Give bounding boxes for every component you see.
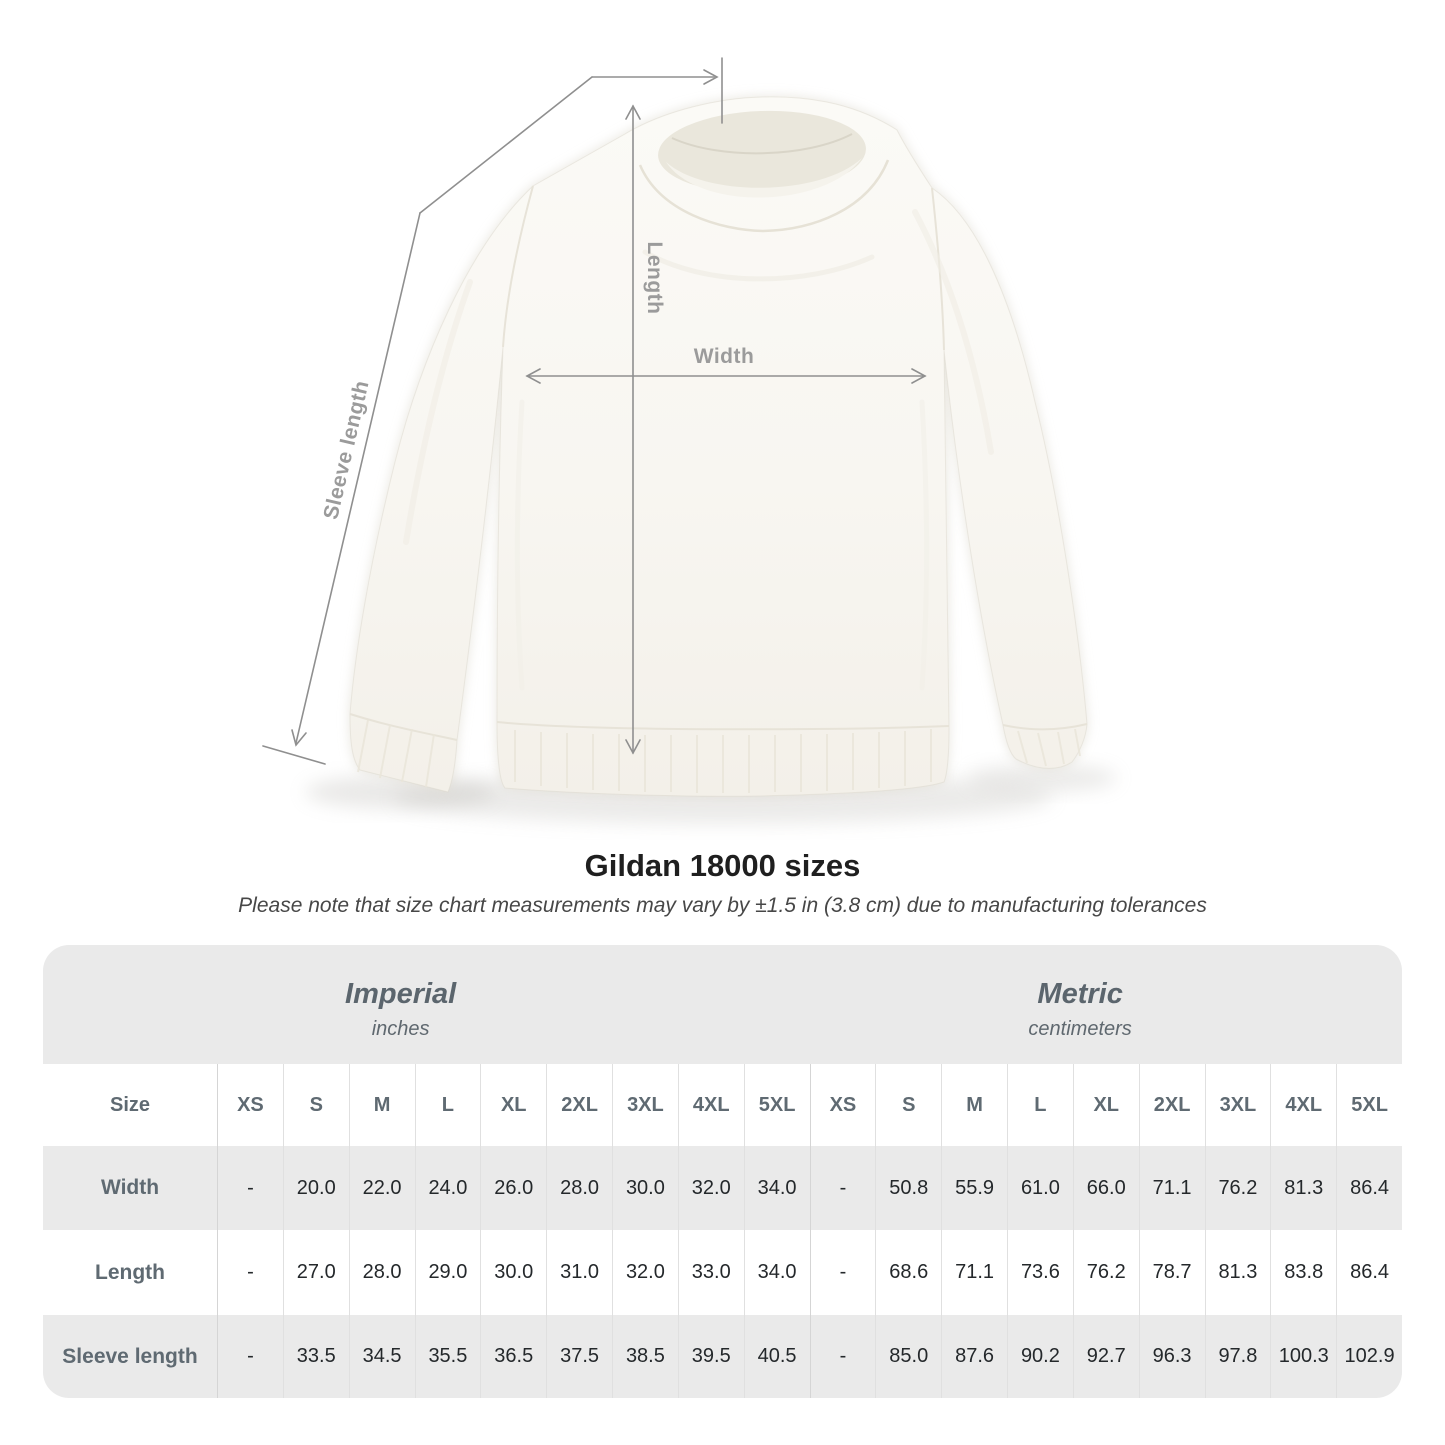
table-cell: 90.2 bbox=[1007, 1315, 1073, 1398]
table-cell: 87.6 bbox=[941, 1315, 1007, 1398]
table-cell: - bbox=[810, 1146, 876, 1230]
table-cell: 100.3 bbox=[1270, 1315, 1336, 1398]
table-cell: - bbox=[217, 1315, 283, 1398]
table-cell: 78.7 bbox=[1139, 1230, 1205, 1315]
table-cell: 97.8 bbox=[1205, 1315, 1271, 1398]
table-cell: 24.0 bbox=[415, 1146, 481, 1230]
size-column-header: XS bbox=[810, 1064, 876, 1146]
column-header-row bbox=[43, 1064, 1402, 1146]
table-row-width bbox=[43, 1146, 1402, 1230]
table-cell: 30.0 bbox=[480, 1230, 546, 1315]
table-cell: 31.0 bbox=[546, 1230, 612, 1315]
size-table bbox=[43, 945, 1402, 1398]
size-column-header: XL bbox=[480, 1064, 546, 1146]
table-cell: 20.0 bbox=[283, 1146, 349, 1230]
size-header-cell: Size bbox=[109, 1093, 151, 1116]
table-cell: - bbox=[810, 1315, 876, 1398]
unit-header-imperial bbox=[43, 945, 758, 1064]
table-cell: 71.1 bbox=[1139, 1146, 1205, 1230]
row-label-length: Length bbox=[95, 1260, 165, 1284]
sleeve-length-measure-label: Sleeve length bbox=[319, 378, 374, 522]
table-cell: 29.0 bbox=[415, 1230, 481, 1315]
unit-title-imperial: Imperial bbox=[345, 978, 457, 1010]
unit-header-row bbox=[43, 945, 1402, 1064]
table-cell: 34.5 bbox=[349, 1315, 415, 1398]
size-column-header: L bbox=[415, 1064, 481, 1146]
size-column-header: L bbox=[1007, 1064, 1073, 1146]
table-cell: 102.9 bbox=[1336, 1315, 1402, 1398]
unit-subtitle-inches: inches bbox=[371, 1018, 430, 1040]
size-column-header: 3XL bbox=[612, 1064, 678, 1146]
length-measure-label: Length bbox=[643, 241, 666, 315]
size-column-header: S bbox=[283, 1064, 349, 1146]
table-cell: 71.1 bbox=[941, 1230, 1007, 1315]
table-cell: 76.2 bbox=[1073, 1230, 1139, 1315]
table-cell: 33.0 bbox=[678, 1230, 744, 1315]
table-cell: 33.5 bbox=[283, 1315, 349, 1398]
size-column-header: M bbox=[349, 1064, 415, 1146]
table-cell: 37.5 bbox=[546, 1315, 612, 1398]
table-row-length bbox=[43, 1230, 1402, 1315]
table-cell: 81.3 bbox=[1205, 1230, 1271, 1315]
table-cell: 81.3 bbox=[1270, 1146, 1336, 1230]
table-cell: - bbox=[217, 1230, 283, 1315]
size-column-header: XL bbox=[1073, 1064, 1139, 1146]
size-column-header: 5XL bbox=[744, 1064, 810, 1146]
table-cell: 92.7 bbox=[1073, 1315, 1139, 1398]
size-column-header: XS bbox=[217, 1064, 283, 1146]
table-cell: - bbox=[217, 1146, 283, 1230]
table-cell: 35.5 bbox=[415, 1315, 481, 1398]
table-row-sleeve-length bbox=[43, 1315, 1402, 1398]
size-column-header: 5XL bbox=[1336, 1064, 1402, 1146]
unit-subtitle-centimeters: centimeters bbox=[1028, 1018, 1132, 1040]
table-cell: 38.5 bbox=[612, 1315, 678, 1398]
table-cell: 55.9 bbox=[941, 1146, 1007, 1230]
unit-title-metric: Metric bbox=[1037, 978, 1123, 1010]
size-column-header: 3XL bbox=[1205, 1064, 1271, 1146]
table-cell: 32.0 bbox=[678, 1146, 744, 1230]
table-cell: 30.0 bbox=[612, 1146, 678, 1230]
table-cell: 61.0 bbox=[1007, 1146, 1073, 1230]
tolerance-note: Please note that size chart measurements may vary by ±1.5 in (3.8 cm) due to manufacturing tolerances bbox=[238, 894, 1207, 917]
table-cell: 28.0 bbox=[349, 1230, 415, 1315]
row-label-width: Width bbox=[100, 1176, 160, 1199]
table-cell: 27.0 bbox=[283, 1230, 349, 1315]
table-cell: 32.0 bbox=[612, 1230, 678, 1315]
table-cell: 40.5 bbox=[744, 1315, 810, 1398]
table-cell: 50.8 bbox=[875, 1146, 941, 1230]
table-cell: 85.0 bbox=[875, 1315, 941, 1398]
table-cell: 26.0 bbox=[480, 1146, 546, 1230]
size-column-header: 2XL bbox=[546, 1064, 612, 1146]
table-cell: 76.2 bbox=[1205, 1146, 1271, 1230]
size-column-header: 4XL bbox=[678, 1064, 744, 1146]
size-column-header: M bbox=[941, 1064, 1007, 1146]
table-cell: 96.3 bbox=[1139, 1315, 1205, 1398]
table-cell: 68.6 bbox=[875, 1230, 941, 1315]
width-measure-label: Width bbox=[693, 345, 755, 368]
unit-header-metric bbox=[758, 945, 1402, 1064]
table-cell: 34.0 bbox=[744, 1146, 810, 1230]
table-cell: 66.0 bbox=[1073, 1146, 1139, 1230]
size-column-header: 2XL bbox=[1139, 1064, 1205, 1146]
page-title: Gildan 18000 sizes bbox=[584, 848, 861, 883]
table-cell: 39.5 bbox=[678, 1315, 744, 1398]
table-cell: 28.0 bbox=[546, 1146, 612, 1230]
table-cell: 73.6 bbox=[1007, 1230, 1073, 1315]
size-column-header: 4XL bbox=[1270, 1064, 1336, 1146]
table-cell: 83.8 bbox=[1270, 1230, 1336, 1315]
size-column-header: S bbox=[875, 1064, 941, 1146]
table-cell: 22.0 bbox=[349, 1146, 415, 1230]
table-cell: - bbox=[810, 1230, 876, 1315]
table-cell: 86.4 bbox=[1336, 1146, 1402, 1230]
table-cell: 36.5 bbox=[480, 1315, 546, 1398]
table-cell: 86.4 bbox=[1336, 1230, 1402, 1315]
row-label-sleeve-length: Sleeve length bbox=[62, 1344, 198, 1368]
table-cell: 34.0 bbox=[744, 1230, 810, 1315]
